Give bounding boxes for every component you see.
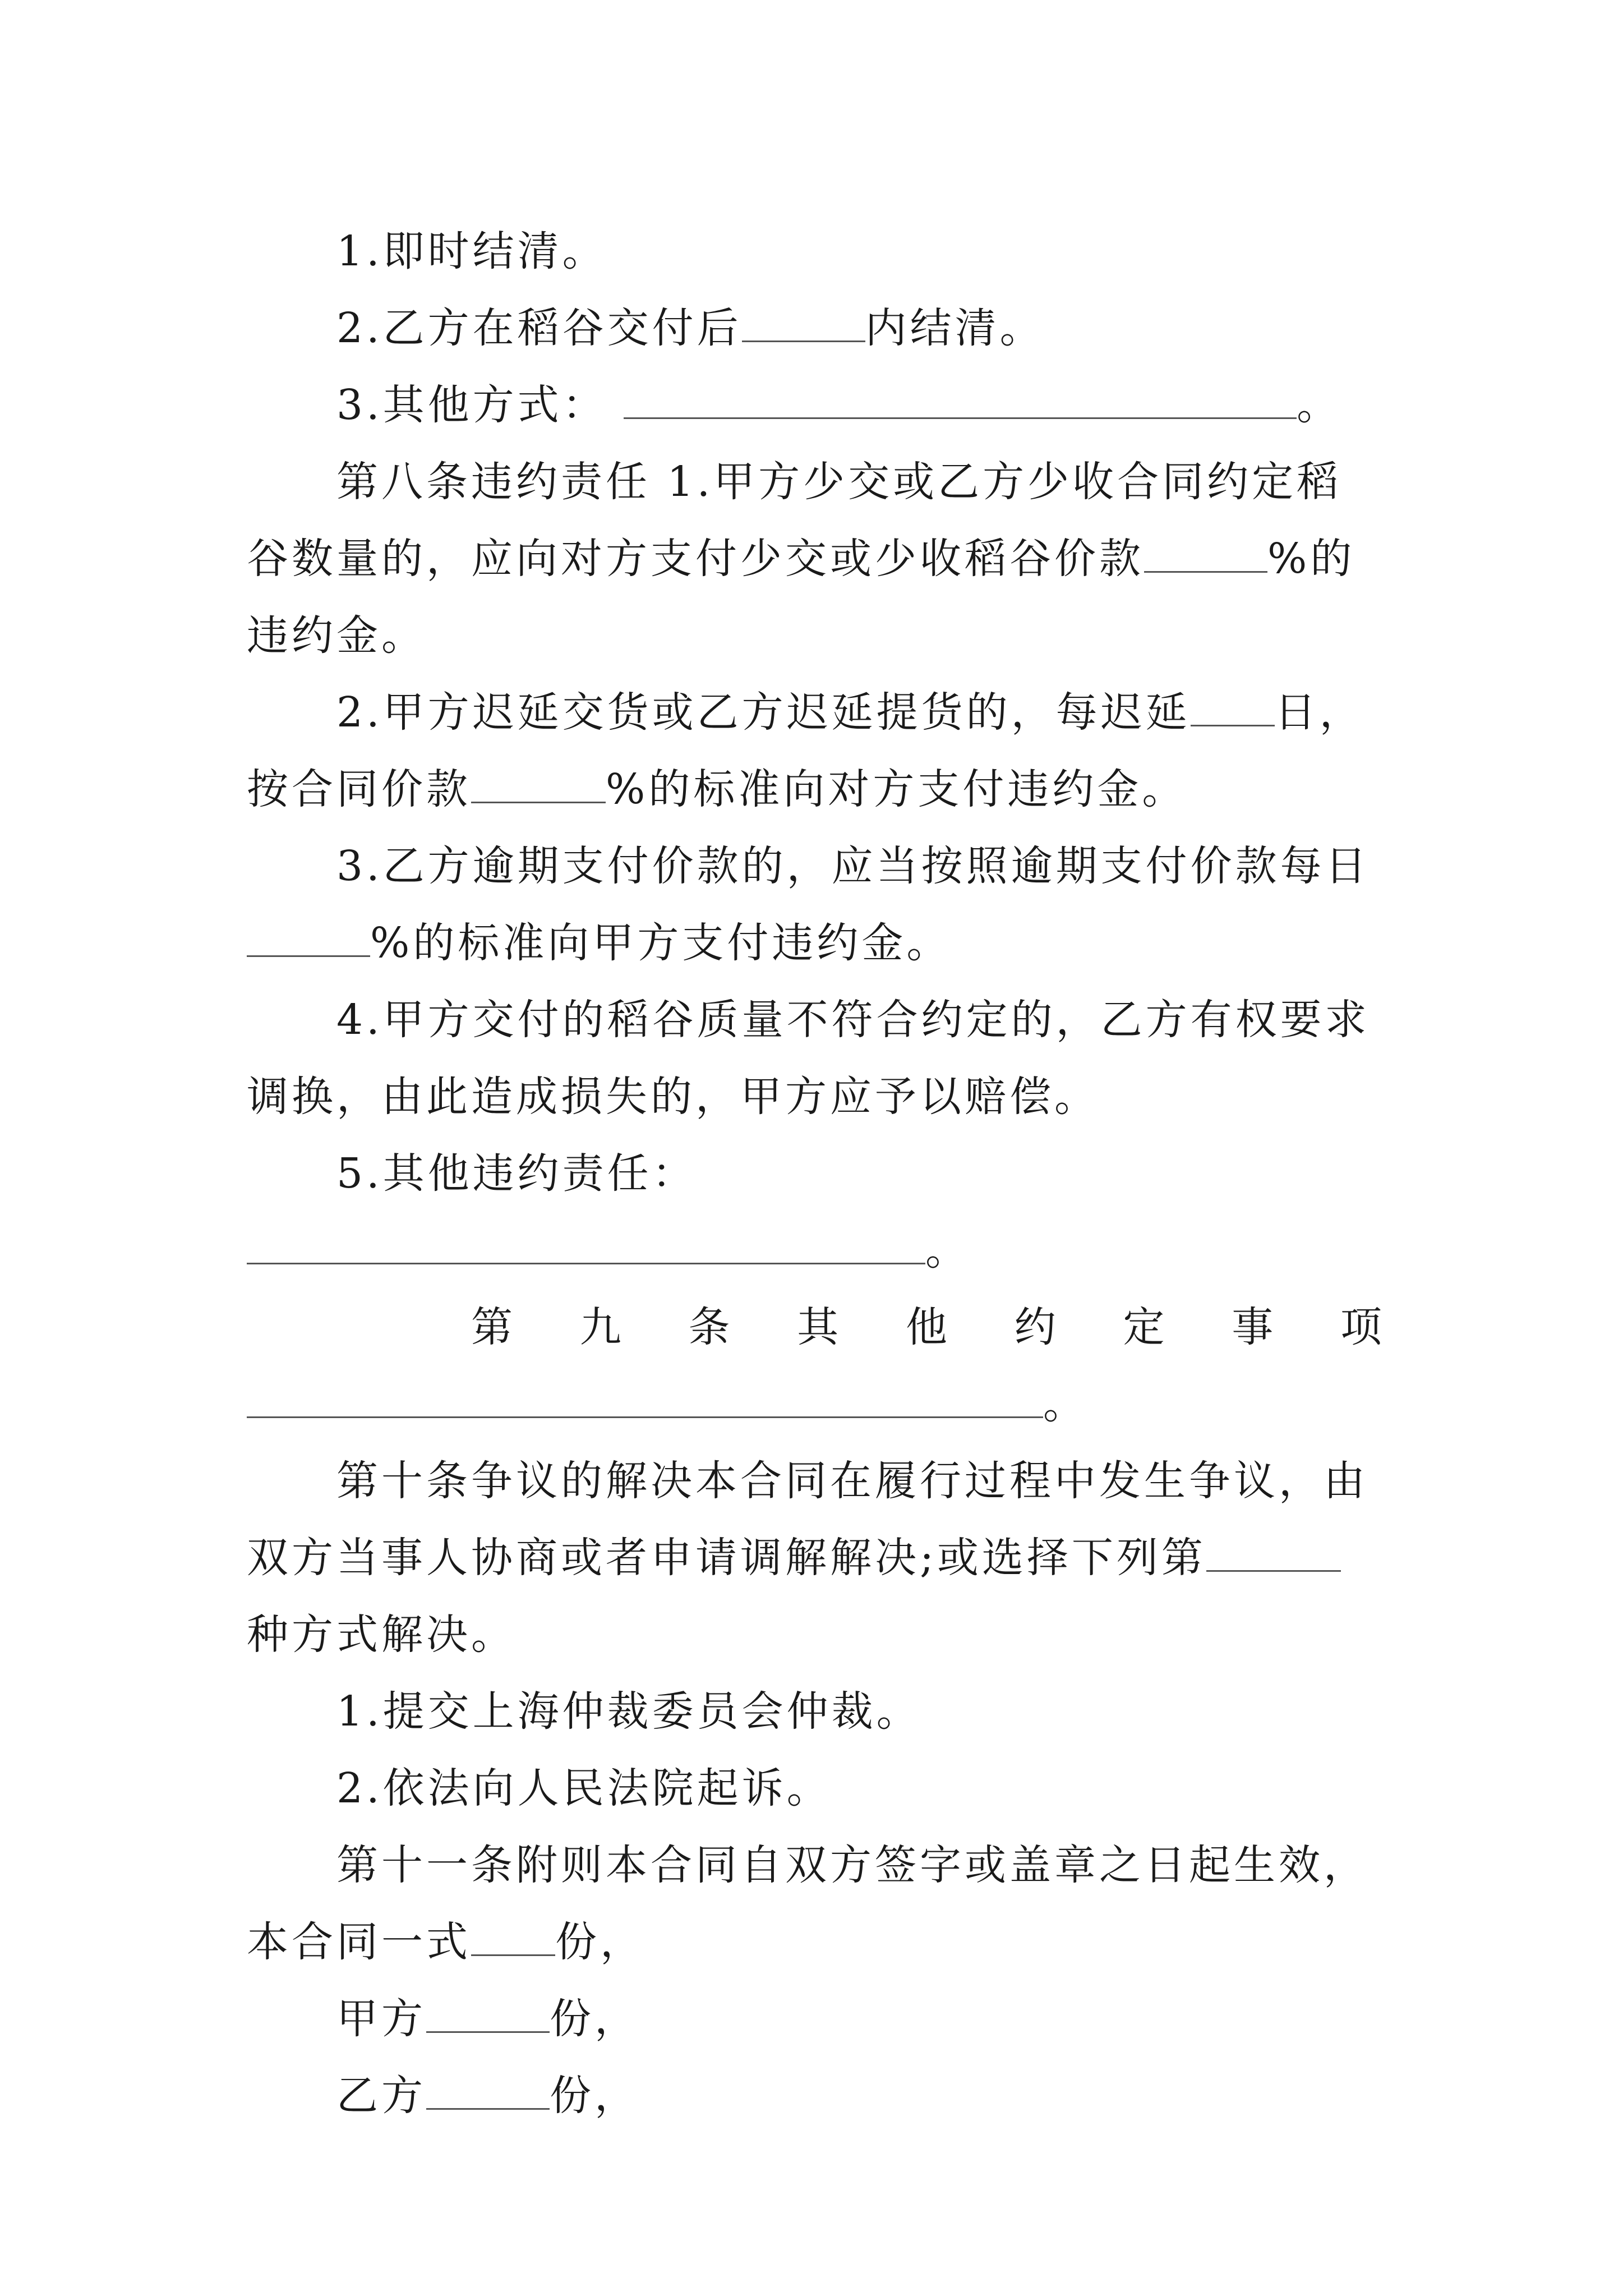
fill-blank[interactable] [247, 1223, 925, 1264]
text: 份， [550, 1995, 639, 2043]
fill-blank[interactable] [471, 762, 606, 803]
document-body [247, 213, 1385, 2134]
text: %的违约金。 [247, 535, 1355, 660]
text: 。 [1043, 1380, 1088, 1428]
text: 。 [925, 1226, 970, 1274]
text: 1.提交上海仲裁委员会仲裁。 [336, 1687, 921, 1736]
fill-blank[interactable] [247, 1377, 1043, 1418]
text: 。 [1297, 381, 1342, 429]
text: 份， [555, 1918, 645, 1966]
text: 第九条其他约定事项 [471, 1303, 1385, 1351]
clause-payment-option-1 [247, 213, 1385, 290]
text: 日，按合同价款 [247, 688, 1364, 813]
clause-payment-option-2 [247, 290, 1385, 367]
text: 第十条争议的解决本合同在履行过程中发生争议，由双方当事人协商或者申请调解解决;或选择下列第 [247, 1457, 1368, 1582]
text: 份， [550, 2072, 639, 2120]
text: 第十一条附则本合同自双方签字或盖章之日起生效，本合同一式 [247, 1841, 1368, 1966]
clause-article-11 [247, 1827, 1385, 1981]
text: 3.乙方逾期支付价款的，应当按照逾期支付价款每日 [336, 842, 1370, 890]
text: 2.甲方迟延交货或乙方迟延提货的，每迟延 [336, 688, 1191, 737]
clause-article-10 [247, 1443, 1385, 1673]
fill-blank[interactable] [471, 1915, 555, 1956]
fill-blank[interactable] [742, 301, 865, 342]
text: 1.即时结清。 [336, 227, 607, 275]
text: 4.甲方交付的稻谷质量不符合约定的，乙方有权要求调换，由此造成损失的，甲方应予以赔偿。 [247, 996, 1370, 1121]
clause-article-8-item-4 [247, 982, 1385, 1135]
clause-article-9-line [247, 1366, 1385, 1443]
fill-blank[interactable] [1191, 685, 1275, 726]
clause-party-a-copies [247, 1981, 1385, 2058]
clause-article-9-heading [247, 1289, 1385, 1366]
clause-article-8 [247, 444, 1385, 674]
fill-blank[interactable] [426, 1992, 550, 2033]
text: 乙方 [336, 2072, 426, 2120]
clause-party-b-copies [247, 2058, 1385, 2134]
text: 5.其他违约责任： [336, 1149, 697, 1198]
text: 第八条违约责任 1.甲方少交或乙方少收合同约定稻谷数量的，应向对方支付少交或少收稻谷价款 [247, 458, 1342, 583]
text: 甲方 [336, 1995, 426, 2043]
fill-blank[interactable] [247, 916, 370, 957]
clause-article-10-option-1 [247, 1673, 1385, 1750]
clause-article-8-item-2 [247, 674, 1385, 828]
clause-article-8-item-5 [247, 1135, 1385, 1289]
text: 3.其他方式： [336, 381, 607, 429]
clause-payment-option-3 [247, 367, 1385, 444]
text: 2.乙方在稻谷交付后 [336, 304, 742, 352]
text: 内结清。 [865, 304, 1045, 352]
clause-article-10-option-2 [247, 1750, 1385, 1827]
fill-blank[interactable] [1206, 1531, 1341, 1572]
fill-blank[interactable] [1144, 532, 1267, 573]
fill-blank[interactable] [624, 378, 1297, 419]
text: 2.依法向人民法院起诉。 [336, 1764, 832, 1812]
clause-article-8-item-3 [247, 828, 1385, 982]
fill-blank[interactable] [426, 2069, 550, 2110]
text: %的标准向甲方支付违约金。 [370, 919, 952, 967]
text: 种方式解决。 [247, 1611, 516, 1659]
text: %的标准向对方支付违约金。 [606, 765, 1187, 813]
